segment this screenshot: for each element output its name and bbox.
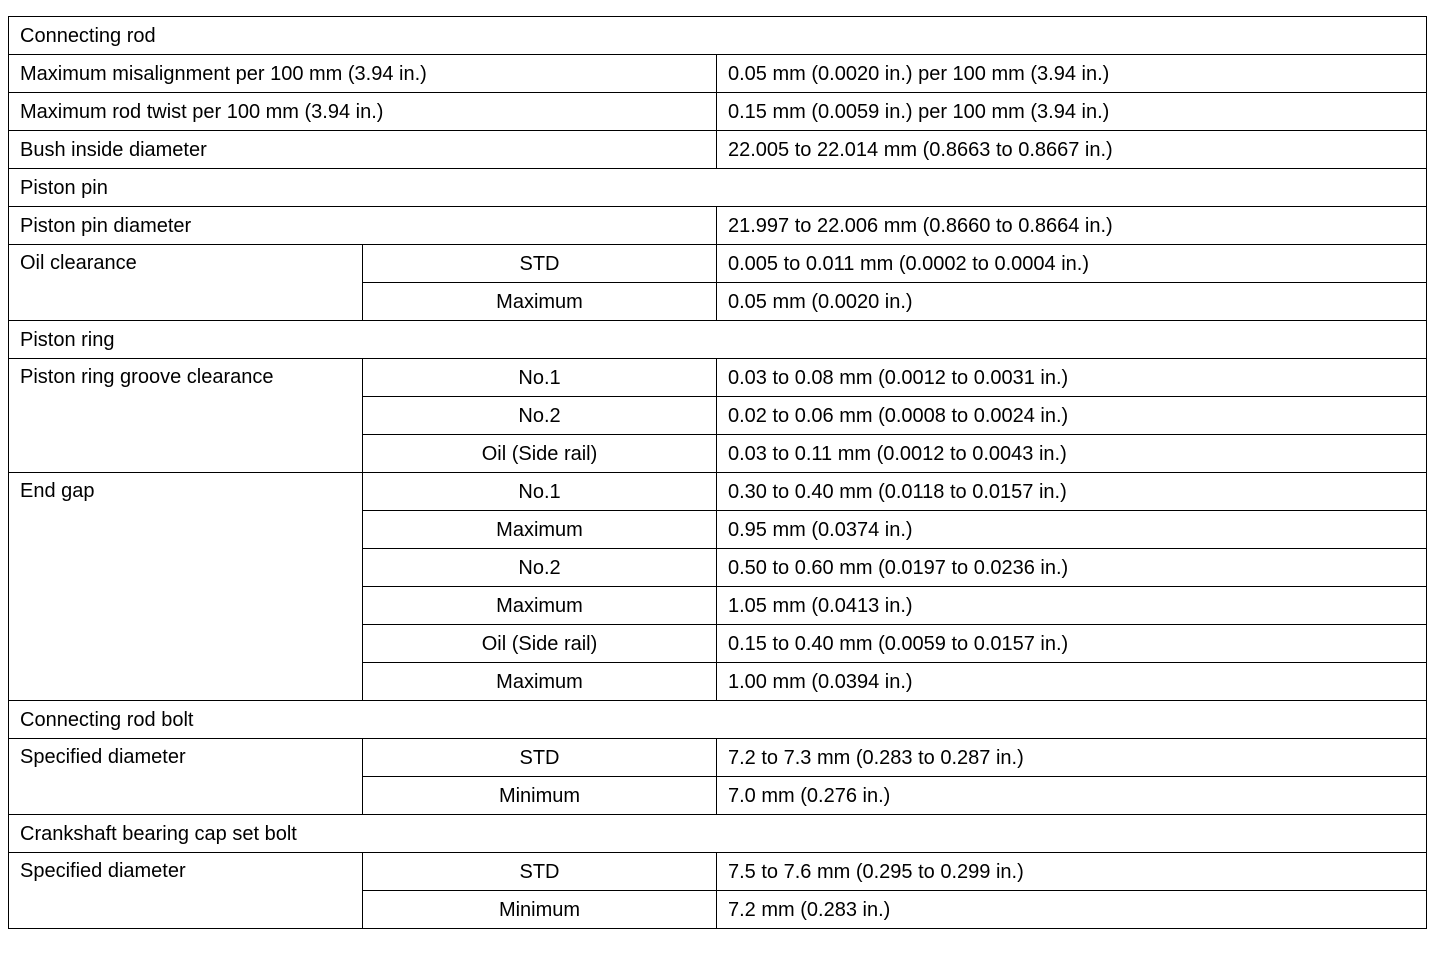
table-row (9, 739, 1427, 777)
section-title-crankshaft-bolt: Crankshaft bearing cap set bolt (9, 815, 1427, 853)
item-value: 0.05 mm (0.0020 in.) per 100 mm (3.94 in.) (717, 55, 1427, 93)
item-label: Piston ring groove clearance (9, 359, 363, 473)
sub-label: Maximum (363, 283, 717, 321)
sub-label: STD (363, 853, 717, 891)
sub-label: STD (363, 739, 717, 777)
section-title-connecting-rod: Connecting rod (9, 17, 1427, 55)
item-value: 0.15 to 0.40 mm (0.0059 to 0.0157 in.) (717, 625, 1427, 663)
section-header-row (9, 321, 1427, 359)
sub-label: Minimum (363, 891, 717, 929)
item-value: 0.03 to 0.11 mm (0.0012 to 0.0043 in.) (717, 435, 1427, 473)
table-row (9, 55, 1427, 93)
item-value: 0.30 to 0.40 mm (0.0118 to 0.0157 in.) (717, 473, 1427, 511)
item-value: 0.05 mm (0.0020 in.) (717, 283, 1427, 321)
sub-label: Oil (Side rail) (363, 435, 717, 473)
item-label: End gap (9, 473, 363, 701)
table-row (9, 245, 1427, 283)
sub-label: No.1 (363, 473, 717, 511)
item-value: 0.15 mm (0.0059 in.) per 100 mm (3.94 in.) (717, 93, 1427, 131)
sub-label: No.2 (363, 549, 717, 587)
section-title-piston-pin: Piston pin (9, 169, 1427, 207)
table-row (9, 207, 1427, 245)
sub-label: No.2 (363, 397, 717, 435)
specification-table (8, 16, 1427, 929)
sub-label: No.1 (363, 359, 717, 397)
table-row (9, 853, 1427, 891)
item-value: 7.2 mm (0.283 in.) (717, 891, 1427, 929)
item-label: Specified diameter (9, 853, 363, 929)
sub-label: Maximum (363, 663, 717, 701)
item-value: 1.00 mm (0.0394 in.) (717, 663, 1427, 701)
table-row (9, 131, 1427, 169)
item-label: Bush inside diameter (9, 131, 717, 169)
sub-label: Maximum (363, 587, 717, 625)
item-label: Oil clearance (9, 245, 363, 321)
item-label: Specified diameter (9, 739, 363, 815)
section-header-row (9, 701, 1427, 739)
item-value: 7.5 to 7.6 mm (0.295 to 0.299 in.) (717, 853, 1427, 891)
section-title-connecting-rod-bolt: Connecting rod bolt (9, 701, 1427, 739)
section-header-row (9, 169, 1427, 207)
item-value: 7.0 mm (0.276 in.) (717, 777, 1427, 815)
item-value: 1.05 mm (0.0413 in.) (717, 587, 1427, 625)
item-label: Maximum rod twist per 100 mm (3.94 in.) (9, 93, 717, 131)
section-title-piston-ring: Piston ring (9, 321, 1427, 359)
sub-label: Minimum (363, 777, 717, 815)
item-value: 21.997 to 22.006 mm (0.8660 to 0.8664 in.) (717, 207, 1427, 245)
item-label: Maximum misalignment per 100 mm (3.94 in.) (9, 55, 717, 93)
section-header-row (9, 815, 1427, 853)
item-value: 0.005 to 0.011 mm (0.0002 to 0.0004 in.) (717, 245, 1427, 283)
table-row (9, 359, 1427, 397)
item-value: 0.02 to 0.06 mm (0.0008 to 0.0024 in.) (717, 397, 1427, 435)
item-value: 7.2 to 7.3 mm (0.283 to 0.287 in.) (717, 739, 1427, 777)
item-value: 0.95 mm (0.0374 in.) (717, 511, 1427, 549)
sub-label: STD (363, 245, 717, 283)
item-value: 0.03 to 0.08 mm (0.0012 to 0.0031 in.) (717, 359, 1427, 397)
item-label: Piston pin diameter (9, 207, 717, 245)
section-header-row (9, 17, 1427, 55)
sub-label: Maximum (363, 511, 717, 549)
item-value: 0.50 to 0.60 mm (0.0197 to 0.0236 in.) (717, 549, 1427, 587)
table-row (9, 473, 1427, 511)
table-row (9, 93, 1427, 131)
sub-label: Oil (Side rail) (363, 625, 717, 663)
item-value: 22.005 to 22.014 mm (0.8663 to 0.8667 in.) (717, 131, 1427, 169)
